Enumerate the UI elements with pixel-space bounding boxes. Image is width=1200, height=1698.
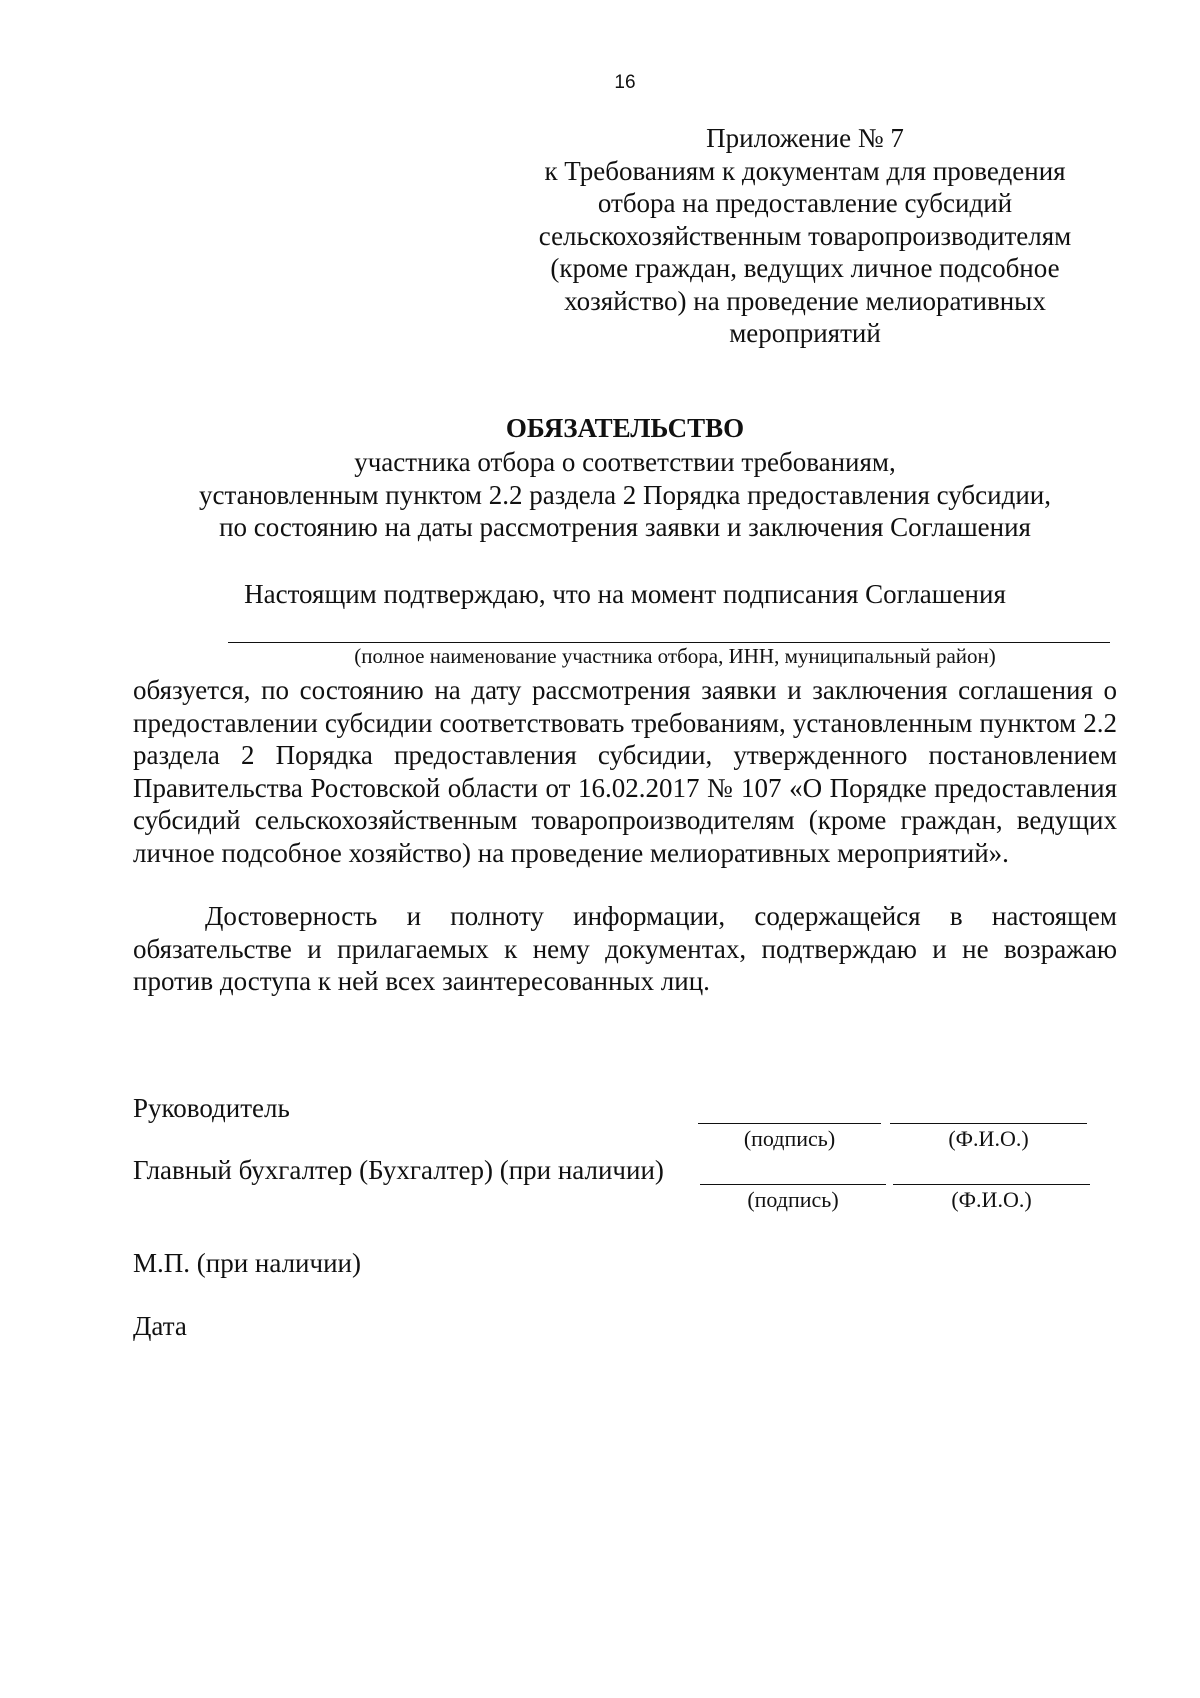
head-label: Руководитель: [133, 1093, 290, 1123]
subtitle-line: установленным пунктом 2.2 раздела 2 Порядка предоставления субсидии,: [199, 479, 1051, 510]
head-name-caption: (Ф.И.О.): [948, 1126, 1029, 1151]
page-number: 16: [614, 72, 636, 93]
appendix-line: к Требованиям к документам для проведения: [544, 155, 1066, 186]
head-signature-line: [698, 1123, 881, 1124]
date-label: Дата: [133, 1311, 187, 1341]
appendix-line: Приложение № 7: [706, 123, 904, 153]
accountant-name-line: [893, 1184, 1090, 1185]
document-subtitle: [130, 446, 1120, 544]
accountant-signature-line: [700, 1184, 886, 1185]
appendix-line: мероприятий: [729, 318, 881, 348]
accountant-signature-caption: (подпись): [747, 1187, 839, 1212]
appendix-header: [520, 122, 1090, 350]
appendix-line: (кроме граждан, ведущих личное подсобное: [550, 253, 1060, 283]
appendix-line: хозяйство) на проведение мелиоративных: [564, 285, 1046, 316]
subtitle-line: по состоянию на даты рассмотрения заявки и заключения Соглашения: [219, 512, 1031, 542]
document-title: ОБЯЗАТЕЛЬСТВО: [505, 413, 745, 443]
stamp-label: М.П. (при наличии): [133, 1248, 361, 1278]
obligation-paragraph: обязуется, по состоянию на дату рассмотрения заявки и заключения соглашения о предоставлении субсидии соответствовать требованиям, установленным пунктом 2.2 раздела 2 Порядка предоставления субсидии, утвержденного постановлением Правительства Ростовской области от 16.02.2017 № 107 «О Порядке предоставления субсидий сельскохозяйственным товаропроизводителям (кроме граждан, ведущих личное подсобное хозяйство) на проведение мелиоративных мероприятий».: [133, 675, 1117, 868]
head-signature-caption: (подпись): [743, 1126, 836, 1151]
head-name-line: [890, 1123, 1087, 1124]
accountant-name-caption: (Ф.И.О.): [951, 1187, 1032, 1212]
accountant-label: Главный бухгалтер (Бухгалтер) (при наличии): [133, 1155, 664, 1185]
appendix-line: отбора на предоставление субсидий: [597, 188, 1013, 218]
participant-fill-caption: (полное наименование участника отбора, ИНН, муниципальный район): [354, 644, 996, 668]
subtitle-line: участника отбора о соответствии требованиям,: [354, 447, 896, 477]
appendix-line: сельскохозяйственным товаропроизводителям: [538, 220, 1072, 251]
confirmation-text: Настоящим подтверждаю, что на момент подписания Соглашения: [244, 579, 1006, 609]
reliability-paragraph: Достоверность и полноту информации, содержащейся в настоящем обязательстве и прилагаемых к нему документах, подтверждаю и не возражаю против доступа к ней всех заинтересованных лиц.: [133, 901, 1117, 996]
